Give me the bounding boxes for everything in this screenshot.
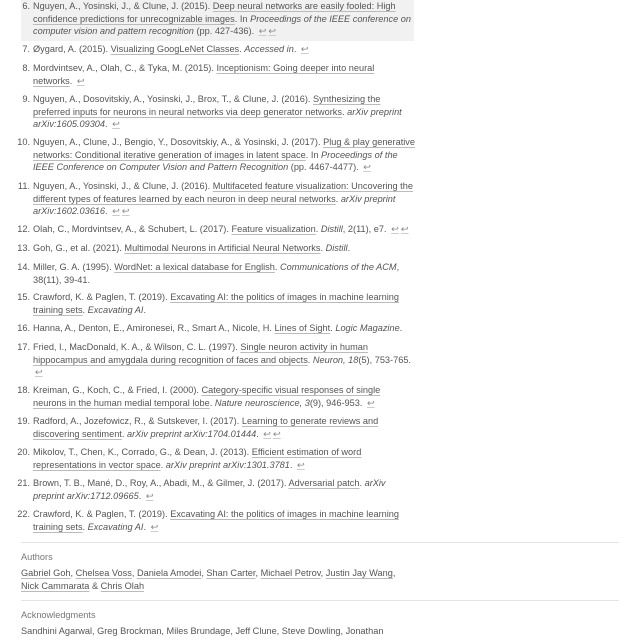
reference-link[interactable]: Synthesizing the preferred inputs for neurons in neural networks via deep generator networks <box>33 94 381 117</box>
reference-text <box>33 43 415 56</box>
acknowledgments-heading: Acknowledgments <box>21 610 96 620</box>
reference-item <box>0 477 640 502</box>
reference-link[interactable]: Inceptionism: Going deeper into neural networks <box>33 63 375 86</box>
reference-number: 15. <box>17 292 30 302</box>
reference-separator: . <box>315 224 321 234</box>
reference-number: 11. <box>17 181 30 191</box>
reference-text <box>33 322 415 335</box>
backref-arrow-icon[interactable]: ↩ <box>150 521 159 532</box>
reference-text <box>33 446 415 471</box>
reference-details: . <box>143 304 147 315</box>
reference-details: , 38(11), 39-41. <box>33 262 400 285</box>
reference-number: 21. <box>17 478 30 488</box>
reference-venue: arXiv preprint arXiv:1704.01444 <box>126 428 257 439</box>
reference-authors: Kreiman, G., Koch, C., & Fried, I. (2000). <box>33 385 202 395</box>
reference-text <box>33 384 415 409</box>
reference-link[interactable]: Learning to generate reviews and discovering sentiment <box>33 416 379 439</box>
reference-details: , 2(11), e7. <box>342 224 390 234</box>
reference-authors: Goh, G., et al. (2021). <box>33 243 125 253</box>
reference-separator: . <box>209 397 215 408</box>
backref-arrow-icon[interactable]: ↩ <box>258 26 267 36</box>
reference-number: 18. <box>17 385 30 395</box>
backref-arrow-icon[interactable]: ↩ <box>363 162 371 172</box>
reference-item <box>0 322 640 335</box>
reference-link[interactable]: Excavating AI: the politics of images in machine learning training sets <box>33 292 399 315</box>
divider-acknowledgments <box>21 600 619 601</box>
reference-separator: . In <box>305 149 322 160</box>
reference-item <box>0 223 640 236</box>
backref-arrow-icon[interactable]: ↩ <box>391 224 399 234</box>
backref-arrow-icon[interactable]: ↩ <box>112 119 120 129</box>
author-link[interactable]: Nick Cammarata <box>21 580 90 591</box>
reference-details: (5), 753-765. <box>358 354 411 365</box>
reference-link[interactable]: Efficient estimation of word representations in vector space <box>33 447 362 470</box>
reference-link[interactable]: Multimodal Neurons in Artificial Neural Networks <box>124 243 321 253</box>
author-link[interactable]: Daniela Amodei <box>136 568 202 578</box>
reference-number: 7. <box>22 44 30 54</box>
reference-separator: . <box>320 243 326 253</box>
reference-venue: Excavating AI <box>87 521 144 532</box>
reference-link[interactable]: Feature visualization <box>231 224 316 234</box>
reference-separator: . <box>341 106 348 117</box>
reference-venue: Accessed in <box>244 44 294 54</box>
reference-link[interactable]: Plug & play generative networks: Conditional iterative generation of images in latent space <box>33 137 416 160</box>
reference-item <box>0 384 640 409</box>
reference-text <box>33 477 415 502</box>
reference-authors: Øygard, A. (2015). <box>33 44 111 54</box>
reference-item <box>0 62 640 87</box>
reference-item <box>0 415 640 440</box>
reference-separator: . <box>239 44 245 54</box>
reference-authors: Fried, I., MacDonald, K. A., & Wilson, C. L. (1997). <box>33 342 241 352</box>
reference-text <box>33 508 415 533</box>
reference-venue: Excavating AI <box>87 304 144 315</box>
author-link[interactable]: Chelsea Voss <box>75 568 132 578</box>
reference-number: 17. <box>17 342 30 352</box>
backref-arrow-icon[interactable]: ↩ <box>121 206 130 216</box>
reference-text <box>33 261 415 286</box>
reference-details: . <box>293 44 299 54</box>
reference-separator: . <box>274 262 280 272</box>
reference-separator: . <box>330 323 336 333</box>
reference-details: . <box>105 119 111 129</box>
reference-text <box>33 415 415 440</box>
reference-number: 20. <box>17 447 30 457</box>
reference-item <box>0 446 640 471</box>
reference-text <box>33 341 415 379</box>
divider-authors <box>21 542 619 543</box>
reference-authors: Olah, C., Mordvintsev, A., & Schubert, L. (2017). <box>33 224 232 234</box>
reference-item <box>0 93 640 131</box>
reference-number: 8. <box>22 63 30 73</box>
reference-text <box>33 180 415 218</box>
reference-item <box>0 261 640 286</box>
reference-venue: arXiv preprint arXiv:1712.09665 <box>33 478 386 501</box>
reference-item <box>0 136 640 174</box>
reference-link[interactable]: Single neuron activity in human hippocampus and amygdala during recognition of faces and objects <box>33 342 368 365</box>
reference-separator: . <box>82 521 88 532</box>
reference-venue: Nature neuroscience, 3 <box>214 397 310 408</box>
reference-details: (9), 946-953. <box>309 397 365 408</box>
reference-number: 12. <box>17 224 30 234</box>
backref-arrow-icon[interactable]: ↩ <box>273 428 281 439</box>
reference-text <box>33 93 415 131</box>
reference-link[interactable]: Adversarial patch <box>288 478 360 488</box>
reference-separator: . <box>160 459 166 470</box>
reference-text <box>33 242 415 255</box>
reference-authors: Radford, A., Jozefowicz, R., & Sutskever, I. (2017). <box>33 416 242 426</box>
reference-venue: Distill <box>320 224 343 234</box>
reference-venue: arXiv preprint arXiv:1605.09304 <box>33 106 402 129</box>
reference-number: 6. <box>22 1 30 11</box>
backref-arrow-icon[interactable]: ↩ <box>76 75 85 86</box>
authors-heading: Authors <box>21 552 53 562</box>
acknowledgments-text: Sandhini Agarwal, Greg Brockman, Miles Brundage, Jeff Clune, Steve Dowling, Jonathan <box>21 626 384 636</box>
reference-venue: Neuron, 18 <box>312 354 359 365</box>
author-link[interactable]: Chris Olah <box>100 580 145 591</box>
reference-venue: arXiv preprint arXiv:1602.03616 <box>33 193 396 216</box>
backref-arrow-icon[interactable]: ↩ <box>112 206 120 216</box>
reference-text <box>33 0 415 38</box>
reference-authors: Nguyen, A., Yosinski, J., & Clune, J. (2016). <box>33 181 213 191</box>
backref-arrow-icon[interactable]: ↩ <box>400 224 409 234</box>
reference-link[interactable]: Visualizing GoogLeNet Classes <box>110 44 240 54</box>
reference-item <box>0 43 640 56</box>
backref-arrow-icon[interactable]: ↩ <box>367 397 375 408</box>
reference-link[interactable]: Excavating AI: the politics of images in machine learning training sets <box>33 509 399 532</box>
reference-details: . <box>347 243 351 253</box>
reference-separator: . <box>82 304 88 315</box>
reference-details: . <box>138 490 144 501</box>
reference-separator: . <box>121 428 127 439</box>
reference-number: 13. <box>17 243 30 253</box>
reference-details: . <box>399 323 403 333</box>
reference-item <box>0 341 640 379</box>
author-link[interactable]: Justin Jay Wang <box>325 568 393 578</box>
reference-venue: Proceedings of the IEEE conference on computer vision and pattern recognition <box>33 13 411 36</box>
reference-separator: . <box>307 354 313 365</box>
reference-link[interactable]: Deep neural networks are easily fooled: High confidence predictions for unrecognizable images <box>33 1 396 24</box>
reference-details: . <box>143 521 149 532</box>
reference-details: (pp. 427-436). <box>193 26 257 36</box>
reference-link[interactable]: Category-specific visual responses of single neurons in the human medial temporal lobe <box>33 385 381 408</box>
reference-link[interactable]: WordNet: a lexical database for English <box>114 262 275 272</box>
reference-number: 16. <box>17 323 30 333</box>
reference-venue: arXiv preprint arXiv:1301.3781 <box>165 459 290 470</box>
reference-venue: Communications of the ACM <box>280 262 397 272</box>
reference-details: . <box>105 206 111 216</box>
reference-authors: Hanna, A., Denton, E., Amironesei, R., Smart A., Nicole, H. <box>33 323 275 333</box>
reference-authors: Crawford, K. & Paglen, T. (2019). <box>33 292 171 302</box>
author-link[interactable]: Shan Carter <box>206 568 256 578</box>
reference-authors: Miller, G. A. (1995). <box>33 262 115 272</box>
reference-venue: Proceedings of the IEEE Conference on Computer Vision and Pattern Recognition <box>33 149 398 172</box>
reference-authors: Nguyen, A., Yosinski, J., & Clune, J. (2015). <box>33 1 213 11</box>
reference-details: (pp. 4467-4477). <box>288 162 362 172</box>
author-link[interactable]: Gabriel Goh <box>21 568 71 578</box>
reference-authors: Crawford, K. & Paglen, T. (2019). <box>33 509 171 519</box>
reference-authors: Nguyen, A., Clune, J., Bengio, Y., Dosovitskiy, A., & Yosinski, J. (2017). <box>33 137 324 147</box>
reference-details: . <box>256 428 262 439</box>
reference-venue: Distill <box>325 243 348 253</box>
reference-number: 14. <box>17 262 30 272</box>
author-link[interactable]: Michael Petrov <box>260 568 321 578</box>
backref-arrow-icon[interactable]: ↩ <box>300 44 309 54</box>
reference-text <box>33 62 415 87</box>
reference-item <box>0 180 640 218</box>
reference-item <box>0 0 640 38</box>
backref-arrow-icon[interactable]: ↩ <box>268 26 277 36</box>
reference-separator: . <box>69 75 75 86</box>
reference-number: 19. <box>17 416 30 426</box>
reference-authors: Mikolov, T., Chen, K., Corrado, G., & Dean, J. (2013). <box>33 447 252 457</box>
reference-item <box>0 508 640 533</box>
reference-venue: Logic Magazine <box>335 323 400 333</box>
reference-item <box>0 242 640 255</box>
reference-link[interactable]: Lines of Sight <box>274 323 331 333</box>
reference-authors: Mordvintsev, A., Olah, C., & Tyka, M. (2015). <box>33 63 217 73</box>
reference-link[interactable]: Multifaceted feature visualization: Uncovering the different types of features learned by each neuron in deep neural networks <box>33 181 413 204</box>
reference-text <box>33 291 415 316</box>
authors-list: Gabriel Goh, Chelsea Voss, Daniela Amodei, Shan Carter, Michael Petrov, Justin Jay Wang, Nick Cammarata & Chris Olah <box>21 568 396 591</box>
reference-separator: . <box>359 478 365 488</box>
reference-number: 9. <box>22 94 30 104</box>
reference-number: 10. <box>17 137 30 147</box>
reference-authors: Brown, T. B., Mané, D., Roy, A., Abadi, M., & Gilmer, J. (2017). <box>33 478 289 488</box>
backref-arrow-icon[interactable]: ↩ <box>297 459 305 470</box>
reference-separator: . <box>335 193 341 204</box>
reference-text <box>33 136 415 174</box>
reference-item <box>0 291 640 316</box>
author-separator: & <box>89 580 101 591</box>
reference-separator: . In <box>234 13 251 24</box>
reference-details: . <box>289 459 296 470</box>
reference-authors: Nguyen, A., Dosovitskiy, A., Yosinski, J., Brox, T., & Clune, J. (2016). <box>33 94 313 104</box>
backref-arrow-icon[interactable]: ↩ <box>263 428 271 439</box>
reference-number: 22. <box>17 509 30 519</box>
backref-arrow-icon[interactable]: ↩ <box>35 367 43 377</box>
reference-text <box>33 223 415 236</box>
backref-arrow-icon[interactable]: ↩ <box>145 490 154 501</box>
